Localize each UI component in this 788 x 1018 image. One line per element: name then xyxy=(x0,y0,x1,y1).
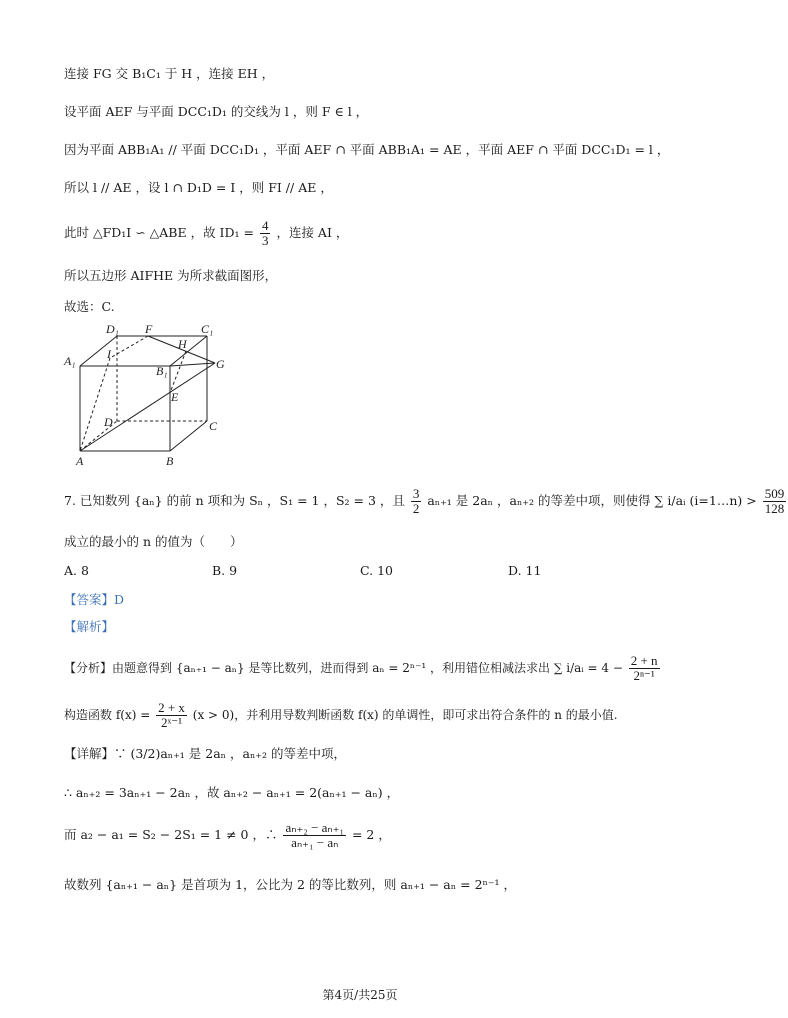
q7-rhs xyxy=(763,487,787,516)
line-AG xyxy=(80,363,215,451)
construct-suffix: (x > 0)，并利用导数判断函数 f(x) 的单调性，即可求出符合条件的 n 的最小值. xyxy=(192,708,618,722)
page-footer: 第4页/共25页 xyxy=(322,988,398,1002)
option-a: A. 8 xyxy=(64,563,89,578)
coef-numerator: 3 xyxy=(412,486,420,501)
option-c: C. 10 xyxy=(360,563,393,578)
detail3-denominator: aₙ₊₁ − aₙ xyxy=(291,835,339,850)
detail3-suffix: = 2 ， xyxy=(351,827,391,842)
solution-line-2: 设平面 AEF 与平面 DCC₁D₁ 的交线为 l ，则 F ∈ l ， xyxy=(64,104,369,119)
solution-line-6: 所以五边形 AIFHE 为所求截面图形， xyxy=(64,268,278,283)
question-7-line-1 xyxy=(64,486,788,516)
label-C: C xyxy=(209,419,218,433)
label-H: H xyxy=(178,337,187,351)
line-B1G xyxy=(170,363,215,366)
question-7-line-2: 成立的最小的 n 的值为（ ） xyxy=(64,534,243,549)
label-G: G xyxy=(216,357,225,371)
edge-BC xyxy=(170,421,207,451)
option-d: D. 11 xyxy=(508,563,542,578)
label-E: E xyxy=(171,390,179,404)
solution-line-4: 所以 l // AE ，设 l ∩ D₁D = I ，则 FI // AE ， xyxy=(64,180,333,195)
edge-C1B1 xyxy=(170,336,207,366)
edge-A1D1 xyxy=(80,336,117,366)
analysis-summary-fraction xyxy=(629,654,660,683)
label-D: D xyxy=(104,415,113,429)
solution-line-7: 故选：C. xyxy=(64,299,115,314)
construct-prefix: 构造函数 f(x) = xyxy=(64,708,151,722)
construct-fraction xyxy=(156,701,187,730)
analysis-summary xyxy=(64,653,662,683)
q7-sum: ∑ i/aᵢ (i=1…n) > xyxy=(654,493,757,508)
detail3-numerator: aₙ₊₂ − aₙ₊₁ xyxy=(285,820,344,835)
line5-suffix: ，连接 AI ， xyxy=(276,225,349,240)
label-D1: D₁ xyxy=(106,322,119,336)
detail-line-1: 【详解】∵ (3/2)aₙ₊₁ 是 2aₙ ，aₙ₊₂ 的等差中项， xyxy=(64,746,346,761)
summary-numerator: 2 + n xyxy=(630,653,658,668)
cube-figure xyxy=(60,318,260,470)
q7-middle: aₙ₊₁ 是 2aₙ ，aₙ₊₂ 的等差中项，则使得 xyxy=(427,493,651,508)
line-AI xyxy=(80,358,110,451)
coef-denominator: 2 xyxy=(412,501,420,516)
solution-line-5 xyxy=(64,218,348,248)
label-I: I xyxy=(107,347,111,361)
label-B1: B₁ xyxy=(156,364,168,378)
rhs-denominator: 128 xyxy=(764,501,785,516)
rhs-numerator: 509 xyxy=(764,486,785,501)
analysis-construct xyxy=(64,700,618,730)
analysis-heading: 【解析】 xyxy=(64,619,115,634)
construct-denominator: 2ˣ⁻¹ xyxy=(161,715,183,730)
label-C1: C₁ xyxy=(201,322,214,336)
fraction-numerator: 4 xyxy=(261,218,269,233)
detail-line-3 xyxy=(64,820,391,850)
line-FI xyxy=(110,336,148,358)
solution-line-1: 连接 FG 交 B₁C₁ 于 H ，连接 EH ， xyxy=(64,66,275,81)
solution-line-3: 因为平面 ABB₁A₁ // 平面 DCC₁D₁ ，平面 AEF ∩ 平面 ABB₁A₁ = AE ，平面 AEF ∩ 平面 DCC₁D₁ = l ， xyxy=(64,142,670,157)
label-A1: A₁ xyxy=(64,354,76,368)
summary-denominator: 2ⁿ⁻¹ xyxy=(633,668,655,683)
label-B: B xyxy=(166,454,174,468)
line5-prefix: 此时 △FD₁I ∽ △ABE ，故 ID₁ = xyxy=(64,225,254,240)
construct-numerator: 2 + x xyxy=(158,700,185,715)
detail-line-4: 故数列 {aₙ₊₁ − aₙ} 是首项为 1，公比为 2 的等比数列，则 aₙ₊₁ − aₙ = 2ⁿ⁻¹ ， xyxy=(64,877,517,892)
q7-coefficient xyxy=(411,487,422,516)
fraction-denominator: 3 xyxy=(261,233,269,248)
option-b: B. 9 xyxy=(212,563,238,578)
detail3-fraction xyxy=(283,821,346,850)
detail3-prefix: 而 a₂ − a₁ = S₂ − 2S₁ = 1 ≠ 0 ，∴ xyxy=(64,827,278,842)
label-A: A xyxy=(76,454,84,468)
line5-fraction xyxy=(260,219,271,248)
detail-line-2: ∴ aₙ₊₂ = 3aₙ₊₁ − 2aₙ ，故 aₙ₊₂ − aₙ₊₁ = 2(aₙ₊₁ − aₙ) ， xyxy=(64,785,400,800)
answer: 【答案】D xyxy=(64,592,125,607)
q7-prefix: 7. 已知数列 {aₙ} 的前 n 项和为 Sₙ ，S₁ = 1 ，S₂ = 3 ，且 xyxy=(64,493,405,508)
label-F: F xyxy=(145,322,153,336)
analysis-summary-text: 【分析】由题意得到 {aₙ₊₁ − aₙ} 是等比数列，进而得到 aₙ = 2ⁿ⁻¹ ，利用错位相减法求出 ∑ i/aᵢ = 4 − xyxy=(64,661,623,675)
